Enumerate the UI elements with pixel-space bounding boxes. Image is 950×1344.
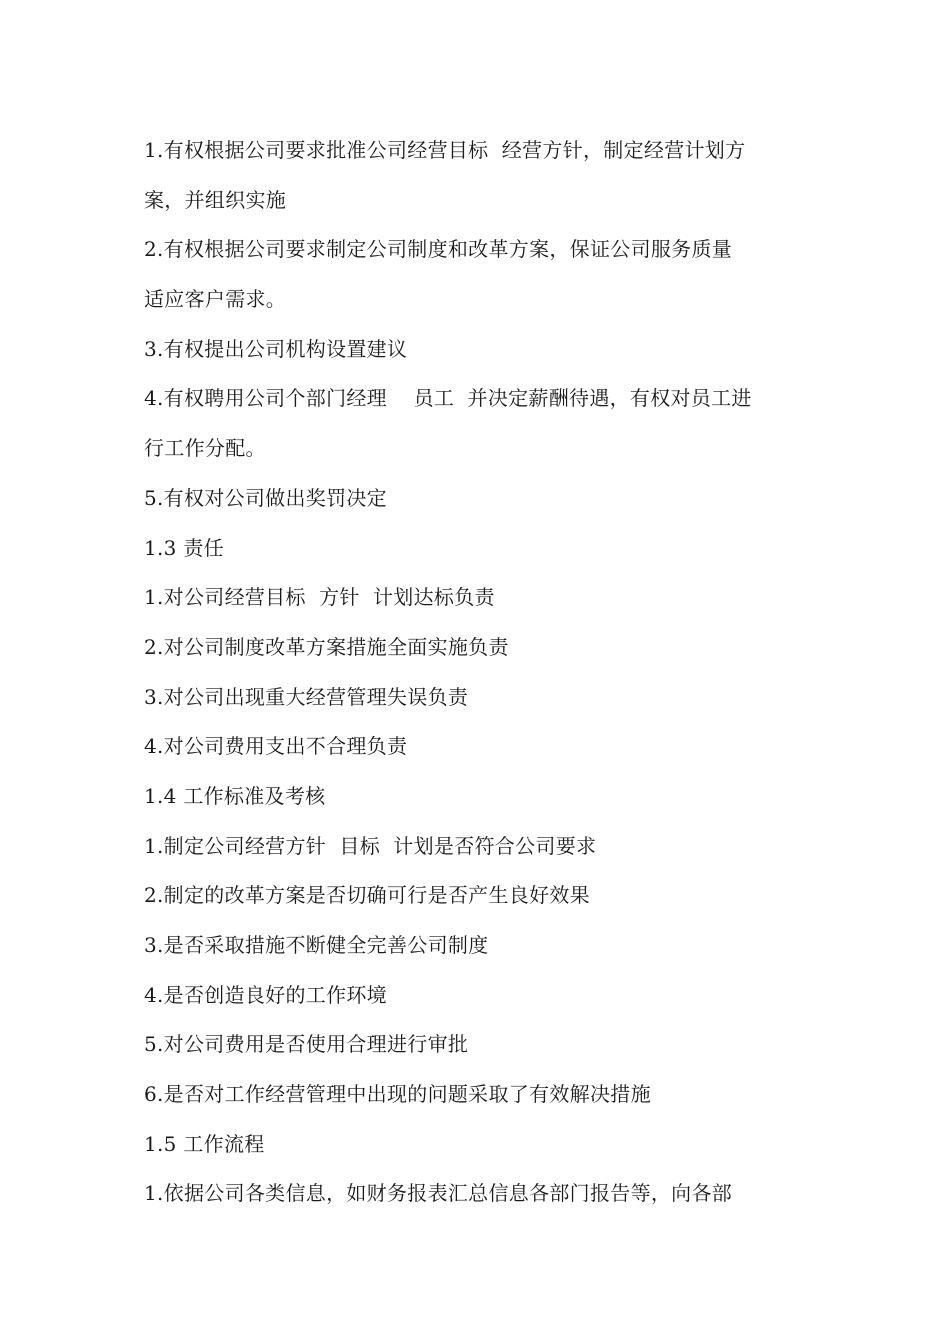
text-line: 1.依据公司各类信息，如财务报表汇总信息各部门报告等，向各部 [144,1181,733,1206]
text-line: 2.制定的改革方案是否切确可行是否产生良好效果 [144,883,590,908]
section-heading: 1.5 工作流程 [144,1131,265,1156]
text-line: 1.对公司经营目标 方针 计划达标负责 [144,585,495,610]
text-line: 6.是否对工作经营管理中出现的问题采取了有效解决措施 [144,1082,651,1107]
text-line: 3.是否采取措施不断健全完善公司制度 [144,933,489,957]
document-page [144,126,814,1219]
section-heading: 1.3 责任 [144,535,224,560]
text-line: 案，并组织实施 [144,187,287,212]
text-line: 行工作分配。 [144,436,266,461]
section-heading: 1.4 工作标准及考核 [144,783,326,808]
text-line: 1.有权根据公司要求批准公司经营目标 经营方针，制定经营计划方 [144,138,746,162]
text-line: 适应客户需求。 [144,287,287,312]
text-line: 2.有权根据公司要求制定公司制度和改革方案，保证公司服务质量 [144,237,733,262]
text-line: 4.有权聘用公司个部门经理 员工 并决定薪酬待遇，有权对员工进 [144,386,752,411]
text-line: 3.有权提出公司机构设置建议 [144,336,408,361]
text-line: 5.有权对公司做出奖罚决定 [144,485,387,510]
text-line: 4.是否创造良好的工作环境 [144,982,387,1007]
text-line: 4.对公司费用支出不合理负责 [144,734,408,759]
text-line: 3.对公司出现重大经营管理失误负责 [144,684,469,709]
text-line: 5.对公司费用是否使用合理进行审批 [144,1032,469,1057]
text-line: 1.制定公司经营方针 目标 计划是否符合公司要求 [144,833,597,858]
text-line: 2.对公司制度改革方案措施全面实施负责 [144,634,509,659]
